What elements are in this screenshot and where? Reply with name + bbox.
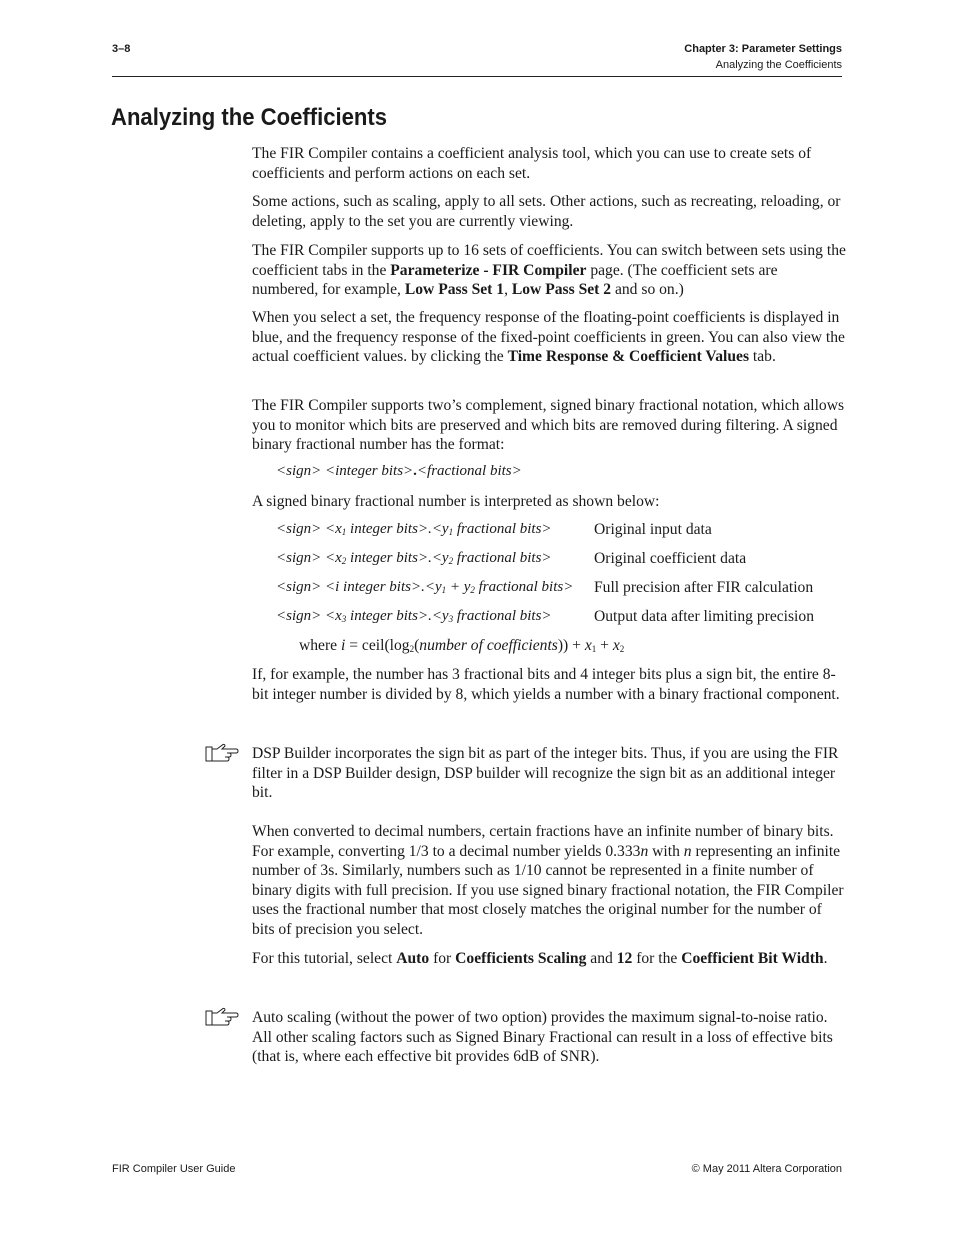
paragraph-actions: Some actions, such as scaling, apply to all sets. Other actions, such as recreating, reloading, or deleting, apply to the set you are currently viewing. bbox=[252, 193, 841, 230]
running-header-section: Analyzing the Coefficients bbox=[715, 59, 842, 71]
paragraph-tutorial: For this tutorial, select Auto for Coefficients Scaling and 12 for the Coefficient Bit Width. bbox=[252, 950, 828, 967]
ui-label-coefficient-bit-width: Coefficient Bit Width bbox=[681, 950, 824, 967]
ui-label-low-pass-set-1: Low Pass Set 1 bbox=[404, 281, 505, 299]
paragraph-interpretation: A signed binary fractional number is interpreted as shown below: bbox=[252, 493, 660, 510]
paragraph-decimal: When converted to decimal numbers, certain fractions have an infinite number of binary bits. For example, converting 1/3 to a decimal number yields 0.333n with n representing an infinite number of 3s. Similarly, numbers such as 1/10 cannot be represented in a finite number of binary digits with full precision. If you use signed binary fractional notation, the FIR Compiler uses the fractional number that most closely matches the original number for the number of bits of precision you select. bbox=[252, 823, 844, 938]
section-title: Analyzing the Coefficients bbox=[111, 104, 388, 131]
format-desc-output: Output data after limiting precision bbox=[594, 608, 814, 625]
paragraph-example: If, for example, the number has 3 fractional bits and 4 integer bits plus a sign bit, the entire 8-bit integer number is divided by 8, which yields a number with a binary fractional component. bbox=[252, 666, 840, 703]
paragraph-sets: The FIR Compiler supports up to 16 sets of coefficients. You can switch between sets using the coefficient tabs in the Parameterize - FIR Compiler page. (The coefficient sets are numbered, for example, Low Pass Set 1, Low Pass Set 2 and so on.) bbox=[252, 242, 846, 299]
header-rule bbox=[112, 76, 842, 77]
note-auto-scaling: Auto scaling (without the power of two option) provides the maximum signal-to-noise ratio. All other scaling factors such as Signed Binary Fractional can result in a loss of effective bits (that is, where each effective bit provides 6dB of SNR). bbox=[252, 1009, 833, 1066]
paragraph-notation: The FIR Compiler supports two’s complement, signed binary fractional notation, which allows you to monitor which bits are preserved and which bits are removed during filtering. A signed binary fractional number has the format: bbox=[252, 397, 845, 454]
format-line: <sign> <integer bits>.<fractional bits> bbox=[276, 463, 522, 479]
format-row-full-precision: <sign> <i integer $bits>.<y_1 + y_2$ fractional bits> bbox=[276, 579, 574, 595]
format-desc-input: Original input data bbox=[594, 521, 712, 538]
format-desc-full-precision: Full precision after FIR calculation bbox=[594, 579, 814, 596]
paragraph-frequency-response: When you select a set, the frequency response of the floating-point coefficients is displayed in blue, and the frequency response of the fixed-point coefficients in green. You can also view the actual coefficient values. by clicking the Time Response & Coefficient Values tab. bbox=[252, 309, 845, 366]
where-equation: where $i = ceil(\log_2(number$ of coefficients)) + $x_1 + x_2$ bbox=[299, 637, 625, 654]
ui-value-12: 12 bbox=[616, 950, 633, 967]
pointing-hand-icon bbox=[205, 743, 239, 763]
note-dsp-builder: DSP Builder incorporates the sign bit as part of the integer bits. Thus, if you are using the FIR filter in a DSP Builder design, DSP builder will recognize the sign bit as an additional integer bit. bbox=[252, 745, 839, 802]
footer-guide-title: FIR Compiler User Guide bbox=[112, 1163, 236, 1175]
ui-label-parameterize: Parameterize - FIR Compiler bbox=[390, 261, 587, 279]
footer-copyright: © May 2011 Altera Corporation bbox=[691, 1163, 842, 1175]
format-row-output: <sign> $<x_3$ integer $bits>.<y_3$ fractional bits> bbox=[276, 608, 552, 624]
page-number: 3–8 bbox=[112, 43, 131, 55]
format-desc-coefficient: Original coefficient data bbox=[594, 550, 747, 567]
ui-label-time-response: Time Response & Coefficient Values bbox=[507, 348, 750, 366]
paragraph-intro: The FIR Compiler contains a coefficient analysis tool, which you can use to create sets of coefficients and perform actions on each set. bbox=[252, 145, 812, 182]
ui-label-coefficients-scaling: Coefficients Scaling bbox=[455, 950, 587, 967]
format-row-coefficient: <sign> $<x_2$ integer $bits>.<y_2$ fractional bits> bbox=[276, 550, 552, 566]
format-row-input: <sign> $<x_1$ integer $bits>.<y_1$ fractional bits> bbox=[276, 521, 552, 537]
ui-label-auto: Auto bbox=[396, 950, 430, 967]
ui-label-low-pass-set-2: Low Pass Set 2 bbox=[511, 281, 612, 299]
pointing-hand-icon bbox=[205, 1007, 239, 1027]
running-header-chapter: Chapter 3: Parameter Settings bbox=[684, 43, 842, 55]
